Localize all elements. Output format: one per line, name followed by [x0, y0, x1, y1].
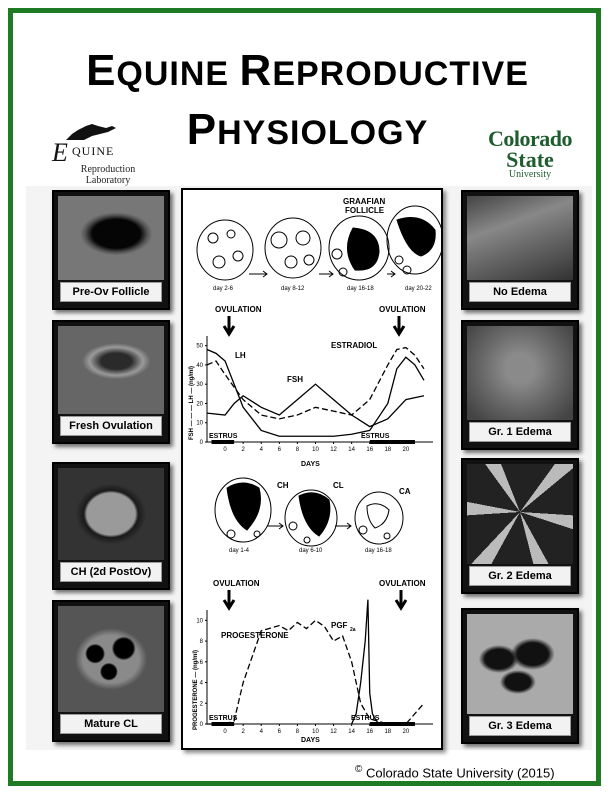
svg-text:day 2-6: day 2-6: [213, 286, 234, 292]
y-tick-label: 10: [196, 618, 203, 625]
svg-text:day 16-18: day 16-18: [365, 548, 392, 554]
y-tick-label: 40: [196, 362, 203, 369]
x-tick-label: 4: [259, 729, 263, 735]
y-tick-label: 4: [199, 680, 203, 687]
follicle-stages: [197, 206, 441, 280]
svg-text:day 20-22: day 20-22: [405, 286, 432, 292]
y-tick-label: 30: [196, 382, 203, 389]
x-tick-label: 14: [348, 729, 355, 735]
x-tick-label: 6: [277, 729, 281, 735]
svg-text:CH: CH: [277, 481, 289, 490]
x-tick-label: 20: [402, 729, 410, 735]
svg-text:CA: CA: [399, 487, 411, 496]
y-tick-label: 2: [199, 701, 203, 708]
svg-text:LH: LH: [235, 351, 246, 360]
svg-text:GRAAFIAN: GRAAFIAN: [343, 197, 386, 206]
x-tick-label: 12: [330, 729, 337, 735]
x-tick-label: 2: [241, 729, 245, 735]
arrow-down-icon: [396, 590, 406, 608]
svg-text:CL: CL: [333, 481, 344, 490]
svg-text:ESTRUS: ESTRUS: [209, 715, 238, 722]
x-tick-label: 6: [277, 447, 281, 453]
us-image-gr-3-edema: Gr. 3 Edema: [461, 608, 579, 744]
hormone-diagram: [181, 188, 443, 750]
x-tick-label: 18: [384, 729, 392, 735]
svg-text:2a: 2a: [350, 627, 356, 633]
us-image-mature-cl: Mature CL: [52, 600, 170, 742]
svg-text:day 1-4: day 1-4: [229, 548, 250, 554]
x-tick-label: 8: [295, 729, 300, 735]
copyright: © Colorado State University (2015): [355, 764, 555, 781]
arrow-down-icon: [224, 590, 234, 608]
ovulation-label-left: OVULATION: [213, 579, 260, 588]
svg-text:PGF: PGF: [331, 621, 348, 630]
y-tick-label: 50: [196, 343, 203, 350]
x-tick-label: 10: [312, 729, 319, 735]
estrus-bar: [212, 440, 235, 444]
ovulation-label-left: OVULATION: [215, 305, 262, 314]
y-tick-label: 0: [199, 440, 203, 446]
svg-text:day 6-10: day 6-10: [299, 548, 323, 554]
us-image-ch-2d-postov: CH (2d PostOv): [52, 462, 170, 590]
x-tick-label: 10: [312, 447, 319, 453]
us-image-gr-2-edema: Gr. 2 Edema: [461, 458, 579, 594]
svg-text:ESTRUS: ESTRUS: [209, 433, 238, 440]
y-tick-label: 10: [196, 420, 203, 427]
equine-lab-logo: E QUINE Reproduction Laboratory: [48, 120, 148, 180]
svg-text:day 16-18: day 16-18: [347, 286, 374, 292]
series-line-lh: [207, 349, 424, 436]
x-tick-label: 20: [402, 447, 410, 453]
series-line-pgf2a: [352, 600, 379, 724]
us-image-fresh-ovulation: Fresh Ovulation: [52, 320, 170, 444]
horse-icon: [62, 120, 122, 144]
x-tick-label: 16: [366, 729, 374, 735]
us-image-pre-ov-follicle: Pre-Ov Follicle: [52, 190, 170, 310]
y-tick-label: 8: [199, 639, 203, 646]
svg-text:ESTRADIOL: ESTRADIOL: [331, 341, 378, 350]
svg-text:day 8-12: day 8-12: [281, 286, 305, 292]
y-tick-label: 20: [196, 401, 203, 408]
title-line-1: EQUINE REPRODUCTIVE: [86, 46, 529, 95]
ovulation-label-right: OVULATION: [379, 579, 426, 588]
arrow-down-icon: [394, 316, 404, 334]
svg-text:PROGESTERONE: PROGESTERONE: [221, 631, 289, 640]
x-tick-label: 18: [384, 447, 392, 453]
svg-text:ESTRUS: ESTRUS: [351, 715, 380, 722]
x-tick-label: 0: [223, 447, 227, 453]
y-tick-label: 6: [199, 659, 203, 666]
x-tick-label: 4: [259, 447, 263, 453]
svg-text:PROGESTERONE — (ng/ml): PROGESTERONE — (ng/ml): [193, 649, 199, 730]
us-image-gr-1-edema: Gr. 1 Edema: [461, 320, 579, 450]
svg-text:FOLLICLE: FOLLICLE: [345, 206, 385, 215]
logo-line-1: Reproduction: [80, 164, 136, 175]
corpus-luteum-stages: [215, 478, 403, 546]
x-tick-label: 0: [223, 729, 227, 735]
svg-text:FSH: FSH: [287, 375, 303, 384]
estrus-bar: [370, 440, 415, 444]
us-image-no-edema: No Edema: [461, 190, 579, 310]
svg-text:FSH — — — LH — (ng/ml): FSH — — — LH — (ng/ml): [189, 366, 195, 440]
logo-line-2: Laboratory: [85, 175, 131, 186]
y-tick-label: 0: [199, 722, 203, 728]
csu-logo: Colorado State University: [488, 126, 572, 180]
svg-text:DAYS: DAYS: [301, 737, 320, 744]
title-line-2: PHYSIOLOGY: [186, 105, 429, 154]
x-tick-label: 8: [295, 447, 300, 453]
x-tick-label: 16: [366, 447, 374, 453]
svg-text:DAYS: DAYS: [301, 461, 320, 468]
x-tick-label: 2: [241, 447, 245, 453]
x-tick-label: 14: [348, 447, 355, 453]
ovulation-label-right: OVULATION: [379, 305, 426, 314]
arrow-down-icon: [224, 316, 234, 334]
x-tick-label: 12: [330, 447, 337, 453]
svg-text:ESTRUS: ESTRUS: [361, 433, 390, 440]
